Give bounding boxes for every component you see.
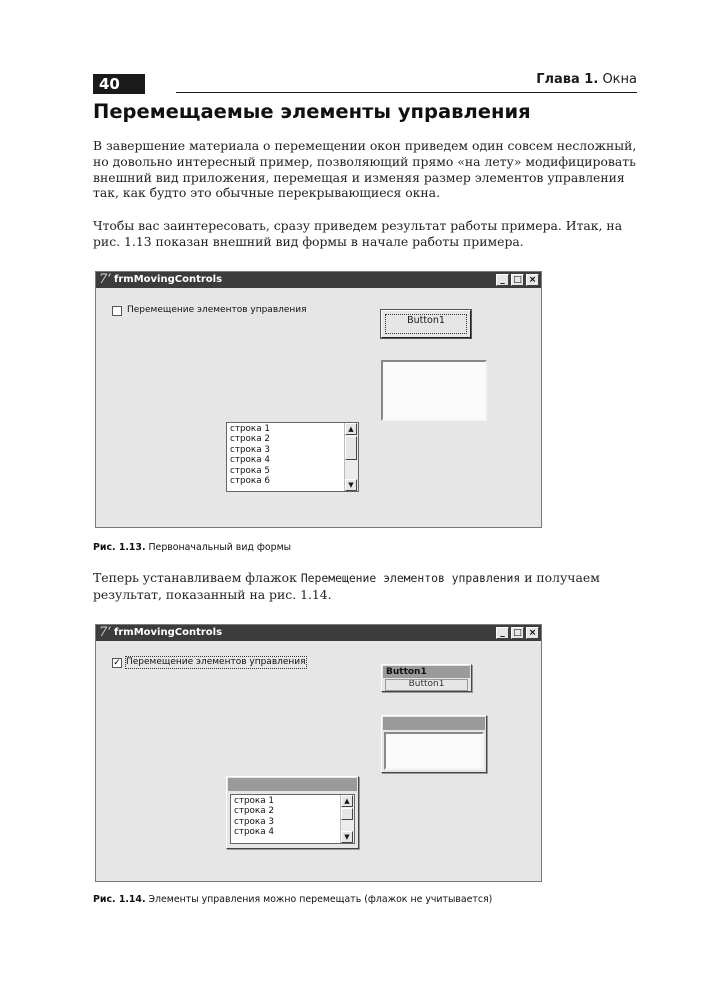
list-item[interactable]: строка 6 xyxy=(230,476,271,487)
caption-number: Рис. 1.14. xyxy=(93,894,146,905)
button1-label: Button1 xyxy=(385,314,467,334)
list-item[interactable]: строка 3 xyxy=(230,444,271,455)
list-items xyxy=(230,424,270,486)
checkbox-name-mono: Перемещение элементов управления xyxy=(300,571,521,585)
listbox-scrollbar[interactable] xyxy=(340,795,354,843)
scroll-up-icon[interactable]: ▲ xyxy=(341,795,353,807)
figure-1-14-window xyxy=(95,624,542,882)
close-icon[interactable]: × xyxy=(526,274,539,286)
button1[interactable] xyxy=(381,310,471,338)
paragraph-result xyxy=(93,218,641,250)
header-rule xyxy=(176,92,637,93)
list-item[interactable]: строка 3 xyxy=(234,816,275,827)
running-head xyxy=(536,72,637,87)
paragraph-3 xyxy=(93,570,641,603)
maximize-icon[interactable]: □ xyxy=(511,627,524,639)
edit-box[interactable] xyxy=(384,732,484,770)
move-controls-label: Перемещение элементов управления xyxy=(127,305,307,315)
scroll-thumb[interactable] xyxy=(345,436,357,460)
minimize-icon[interactable]: _ xyxy=(496,627,509,639)
edit-box[interactable] xyxy=(381,360,487,421)
list-item[interactable]: строка 1 xyxy=(234,796,275,806)
edit-box-drag-caption[interactable] xyxy=(383,717,485,730)
caption-number: Рис. 1.13. xyxy=(93,542,146,553)
move-controls-label: Перемещение элементов управления xyxy=(126,657,306,667)
scroll-thumb[interactable] xyxy=(341,808,353,820)
caption-text: Элементы управления можно перемещать (флажок не учитывается) xyxy=(148,894,493,905)
window-titlebar xyxy=(96,272,541,288)
paragraph-2: Чтобы вас заинтересовать, сразу приведем результат работы примера. Итак, на рис. 1.13 показан внешний вид формы в начале работы примера. xyxy=(93,218,623,249)
app-icon: 7ʻ xyxy=(99,272,112,287)
list-item[interactable]: строка 2 xyxy=(230,434,271,445)
move-controls-checkbox[interactable] xyxy=(112,306,122,316)
chapter-name: Окна xyxy=(602,72,637,87)
listbox-drag-caption[interactable] xyxy=(228,778,357,791)
window-title: frmMovingControls xyxy=(114,274,223,285)
listbox-scrollbar[interactable] xyxy=(344,423,358,491)
edit-box-movable-frame[interactable] xyxy=(381,715,487,773)
listbox[interactable] xyxy=(226,422,359,492)
window-titlebar xyxy=(96,625,541,641)
figure-1-14-caption xyxy=(93,894,492,905)
paragraph-checkbox xyxy=(93,570,641,603)
list-item[interactable]: строка 1 xyxy=(230,424,271,434)
list-item[interactable]: строка 5 xyxy=(230,465,271,476)
paragraph-intro xyxy=(93,138,641,201)
list-item[interactable]: строка 4 xyxy=(230,455,271,466)
button1-clipped[interactable]: Button1 xyxy=(385,679,468,691)
list-item[interactable]: строка 4 xyxy=(234,827,275,838)
section-title: Перемещаемые элементы управления xyxy=(93,100,531,123)
paragraph-3-start: Теперь устанавливаем флажок xyxy=(93,570,301,585)
chapter-label: Глава 1. xyxy=(536,72,599,87)
listbox-movable-frame[interactable] xyxy=(226,776,359,849)
scroll-up-icon[interactable]: ▲ xyxy=(345,423,357,435)
minimize-icon[interactable]: _ xyxy=(496,274,509,286)
scroll-down-icon[interactable]: ▼ xyxy=(345,479,357,491)
maximize-icon[interactable]: □ xyxy=(511,274,524,286)
button1-drag-caption[interactable] xyxy=(383,666,470,678)
listbox[interactable] xyxy=(230,794,355,844)
close-icon[interactable]: × xyxy=(526,627,539,639)
paragraph-3-end: и получаем результат, показанный на рис. 1.14. xyxy=(93,570,600,602)
paragraph-1: В завершение материала о перемещении окон приведем один совсем несложный, но довольно интересный пример, позволяющий прямо «на лету» модифицировать внешний вид приложения, перемещая и изменяя размер элементов управления так, как будто это обычные перекрывающиеся окна. xyxy=(93,138,637,201)
list-items xyxy=(234,796,274,838)
page-number: 40 xyxy=(93,74,145,94)
scroll-down-icon[interactable]: ▼ xyxy=(341,831,353,843)
window-title: frmMovingControls xyxy=(114,627,223,638)
figure-1-13-window xyxy=(95,271,542,528)
caption-text: Первоначальный вид формы xyxy=(148,542,292,553)
button1-movable-frame[interactable] xyxy=(381,664,472,692)
button1-caption-text: Button1 xyxy=(386,667,427,677)
move-controls-checkbox[interactable]: ✓ xyxy=(113,658,121,668)
figure-1-13-caption xyxy=(93,542,291,553)
app-icon: 7ʻ xyxy=(99,625,112,640)
list-item[interactable]: строка 2 xyxy=(234,806,275,817)
